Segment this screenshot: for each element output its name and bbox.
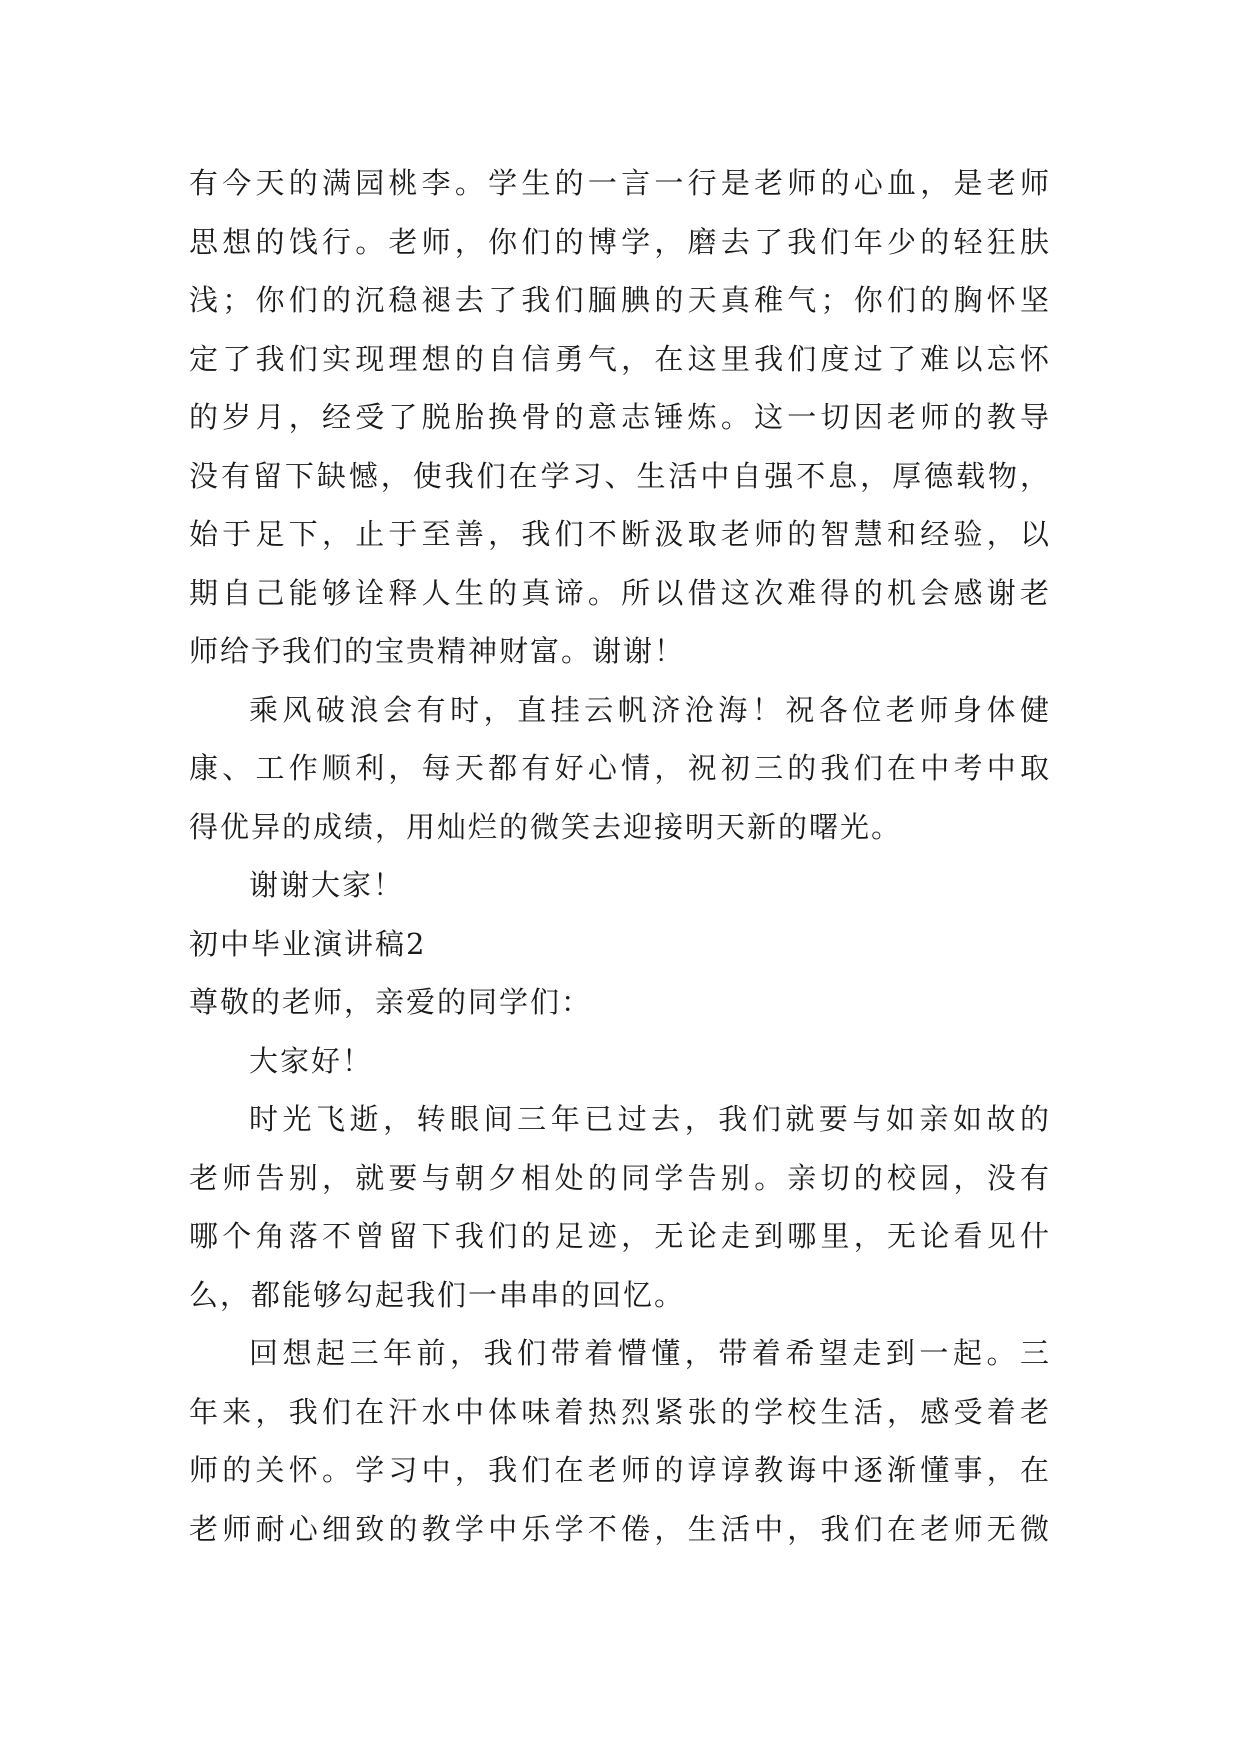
greeting: 大家好！ (249, 1043, 374, 1078)
text-line: 得优异的成绩，用灿烂的微笑去迎接明天新的曙光。 (189, 809, 903, 844)
text-line: 哪个角落不曾留下我们的足迹，无论走到哪里，无论看见什 (189, 1219, 1051, 1253)
text-line: 始于足下，止于至善，我们不断汲取老师的智慧和经验，以 (189, 517, 1051, 551)
text-line: 康、工作顺利，每天都有好心情，祝初三的我们在中考中取 (189, 751, 1051, 785)
closing-thanks: 谢谢大家！ (249, 868, 405, 902)
text-line: 师给予我们的宝贵精神财富。谢谢！ (189, 634, 686, 668)
section-title: 初中毕业演讲稿2 (189, 926, 427, 961)
text-line: 老师告别，就要与朝夕相处的同学告别。亲切的校园，没有 (189, 1160, 1051, 1195)
text-line: 师的关怀。学习中，我们在老师的谆谆教诲中逐渐懂事，在 (189, 1453, 1051, 1487)
text-line: 的岁月，经受了脱胎换骨的意志锤炼。这一切因老师的教导 (189, 400, 1051, 434)
text-line: 么，都能够勾起我们一串串的回忆。 (189, 1277, 686, 1312)
salutation: 尊敬的老师，亲爱的同学们： (189, 985, 593, 1019)
text-line: 有今天的满园桃李。学生的一言一行是老师的心血，是老师 (189, 166, 1051, 200)
text-line: 年来，我们在汗水中体味着热烈紧张的学校生活，感受着老 (189, 1394, 1051, 1429)
text-line: 没有留下缺憾，使我们在学习、生活中自强不息，厚德载物， (189, 458, 1051, 493)
text-line: 浅；你们的沉稳褪去了我们腼腆的天真稚气；你们的胸怀坚 (189, 283, 1051, 317)
document-body (189, 154, 1051, 1558)
paragraph-first-line: 乘风破浪会有时，直挂云帆济沧海！祝各位老师身体健 (249, 692, 1051, 727)
paragraph-first-line: 时光飞逝，转眼间三年已过去，我们就要与如亲如故的 (249, 1102, 1051, 1136)
text-line: 老师耐心细致的教学中乐学不倦，生活中，我们在老师无微 (189, 1511, 1051, 1546)
text-line: 期自己能够诠释人生的真谛。所以借这次难得的机会感谢老 (189, 575, 1051, 610)
text-line: 定了我们实现理想的自信勇气，在这里我们度过了难以忘怀 (189, 341, 1051, 376)
paragraph-first-line: 回想起三年前，我们带着懵懂，带着希望走到一起。三 (249, 1336, 1051, 1370)
text-line: 思想的饯行。老师，你们的博学，磨去了我们年少的轻狂肤 (189, 224, 1051, 259)
